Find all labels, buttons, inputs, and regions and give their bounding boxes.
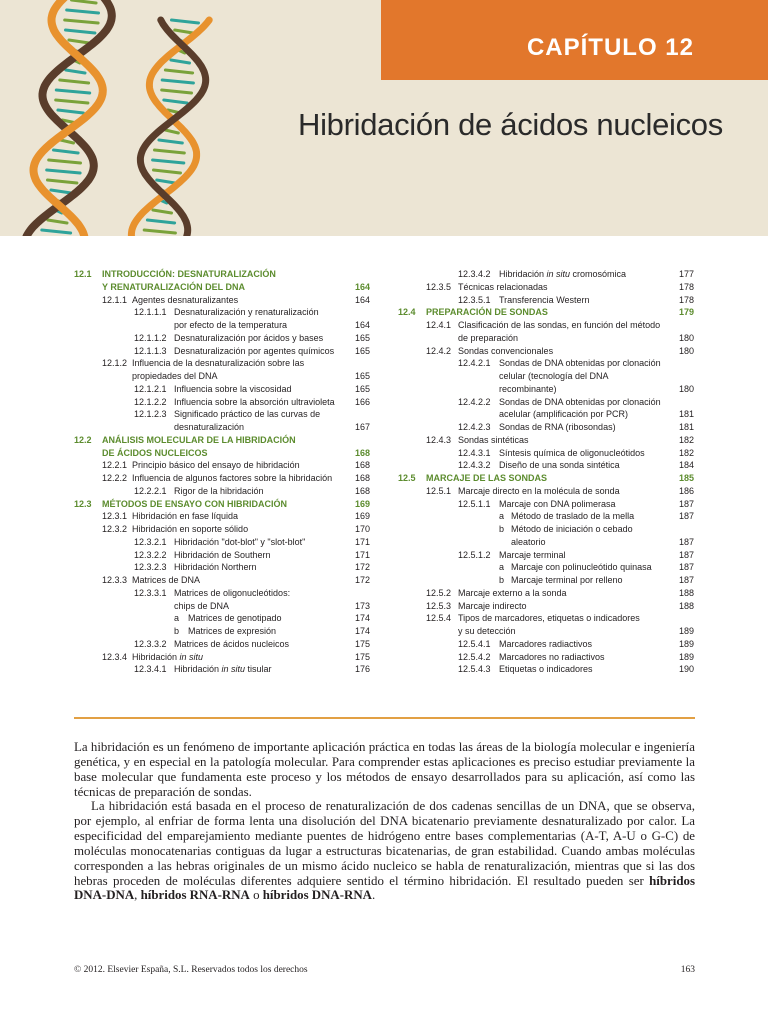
dna-base-pair <box>175 30 193 33</box>
toc-entry-title: MÉTODOS DE ENSAYO CON HIBRIDACIÓN <box>102 498 288 509</box>
table-of-contents-right <box>398 268 694 676</box>
toc-entry-title: Matrices de genotipado <box>188 613 282 624</box>
copyright-notice: © 2012. Elsevier España, S.L. Reservados todos los derechos <box>74 965 308 975</box>
dna-base-pair <box>42 230 71 233</box>
toc-entry-title: Hibridación de Southern <box>174 549 271 560</box>
chapter-banner <box>381 0 768 80</box>
toc-entry-title: Transferencia Western <box>499 294 590 305</box>
toc-entry-title: Hibridación in situ tisular <box>174 664 272 675</box>
toc-entry-page: 171 <box>354 536 370 547</box>
toc-entry[interactable] <box>398 396 694 409</box>
toc-entry-page: 168 <box>354 460 370 471</box>
toc-entry-page: 187 <box>678 498 694 509</box>
chapter-header <box>0 0 768 236</box>
toc-entry-title: Sondas sintéticas <box>458 434 529 445</box>
toc-entry[interactable] <box>74 587 370 600</box>
toc-entry-title: Hibridación Northern <box>174 562 257 573</box>
dna-base-pair <box>65 20 98 23</box>
dna-base-pair <box>159 140 182 143</box>
toc-entry-number: 12.1.1.2 <box>134 332 167 343</box>
dna-base-pair <box>56 90 89 93</box>
toc-entry-page: 170 <box>354 524 370 534</box>
toc-entry[interactable] <box>74 536 370 549</box>
toc-entry-number: 12.3.4.1 <box>134 664 167 675</box>
toc-entry[interactable] <box>398 306 694 319</box>
toc-entry[interactable] <box>74 600 370 613</box>
toc-entry[interactable] <box>74 408 370 421</box>
toc-entry[interactable] <box>74 281 370 294</box>
toc-entry[interactable] <box>398 421 694 434</box>
toc-entry-number: b <box>174 626 180 636</box>
toc-entry-number: 12.5.4.2 <box>458 651 491 662</box>
dna-base-pair <box>162 90 192 93</box>
toc-entry-title: propiedades del DNA <box>132 371 218 381</box>
separator-text: o <box>249 888 263 903</box>
toc-entry-page: 172 <box>354 562 370 573</box>
separator-text: . <box>371 888 376 903</box>
dna-base-pair <box>56 100 88 103</box>
toc-entry-page: 180 <box>678 383 694 394</box>
toc-entry-page: 189 <box>678 638 694 649</box>
toc-entry-title: Desnaturalización y renaturalización <box>174 307 319 318</box>
toc-entry-number: 12.5.4 <box>426 613 452 624</box>
toc-entry-title: por efecto de la temperatura <box>174 320 288 330</box>
intro-paragraph-2 <box>74 799 695 903</box>
toc-entry-title: Influencia de la desnaturalización sobre las <box>132 358 305 369</box>
toc-entry-number: 12.3.3.2 <box>134 638 167 649</box>
toc-entry-number: 12.4.2.3 <box>458 422 491 432</box>
toc-entry-page: 167 <box>354 422 370 432</box>
dna-base-pair <box>171 60 190 63</box>
dna-base-pair <box>164 100 187 103</box>
toc-entry-title: Hibridación en fase líquida <box>132 511 239 522</box>
toc-entry-page: 180 <box>678 332 694 343</box>
dna-base-pair <box>58 110 83 113</box>
toc-entry-page: 164 <box>354 320 370 330</box>
toc-entry[interactable] <box>74 625 370 638</box>
toc-entry-title: Hibridación in situ cromosómica <box>499 269 627 279</box>
toc-entry[interactable] <box>74 485 370 498</box>
toc-entry[interactable] <box>74 357 370 370</box>
toc-entry-number: 12.5.3 <box>426 600 452 611</box>
toc-entry[interactable] <box>74 345 370 358</box>
toc-entry-title: de preparación <box>458 332 519 343</box>
toc-entry-page: 187 <box>678 562 694 573</box>
toc-entry[interactable] <box>74 472 370 485</box>
toc-entry-number: 12.4.3 <box>426 434 452 445</box>
toc-entry-title: Síntesis química de oligonucleótidos <box>499 447 645 458</box>
toc-entry[interactable] <box>398 612 694 625</box>
toc-entry-number: 12.1.1.3 <box>134 345 167 356</box>
paragraph-text: La hibridación está basada en el proceso de renaturalización de dos cadenas sencillas de un DNA, que se observa, por ejemplo, al enfriar de forma lenta una disolución del DNA bicatenario previamente desnaturalizado por calor. La especificidad del emparejamiento mediante puentes de hidrógeno entre bases complementarias (A-T, A-U o G-C) de moléculas monocatenarias contiguas da lugar a estructuras bicatenarias, de gran estabilidad. Cuando ambas moléculas corresponden a las hebras originales de un mismo ácido nucleico se habla de renaturalización, mientras que si las dos hebras proceden de moléculas diferentes adquiere sentido el término hibridación. El resultado pueden ser <box>74 799 695 888</box>
toc-entry-page: 184 <box>678 460 694 471</box>
toc-entry-page: 174 <box>354 613 370 624</box>
toc-entry[interactable] <box>74 498 370 511</box>
toc-entry-number: 12.5.4.3 <box>458 664 491 675</box>
toc-entry[interactable] <box>74 434 370 447</box>
toc-entry[interactable] <box>74 294 370 307</box>
chapter-label: CAPÍTULO 12 <box>526 34 694 61</box>
toc-entry-title: Marcaje indirecto <box>458 600 527 611</box>
toc-entry-title: Marcaje con polinucleótido quinasa <box>511 562 652 573</box>
toc-entry[interactable] <box>398 408 694 421</box>
toc-entry-title: MARCAJE DE LAS SONDAS <box>426 473 548 483</box>
toc-entry-title: Marcaje terminal por relleno <box>511 575 623 585</box>
toc-entry-number: 12.4 <box>398 307 416 318</box>
toc-entry-page: 180 <box>678 345 694 356</box>
dna-base-pair <box>162 80 193 83</box>
toc-entry[interactable] <box>398 447 694 460</box>
toc-entry-page: 172 <box>354 575 370 585</box>
toc-entry-number: a <box>174 613 180 624</box>
toc-entry[interactable] <box>398 549 694 562</box>
bold-term: híbridos DNA-RNA <box>262 888 372 903</box>
toc-entry[interactable] <box>398 600 694 613</box>
toc-entry-number: 12.2.2.1 <box>134 485 167 496</box>
toc-entry[interactable] <box>74 268 370 281</box>
toc-entry-page: 182 <box>678 434 694 445</box>
toc-entry-page: 175 <box>354 638 370 649</box>
dna-base-pair <box>153 160 184 163</box>
toc-entry[interactable] <box>74 306 370 319</box>
page-number: 163 <box>680 965 695 975</box>
toc-entry-page: 175 <box>354 651 370 662</box>
toc-entry[interactable] <box>74 523 370 536</box>
toc-entry[interactable] <box>74 651 370 664</box>
toc-entry-number: 12.3.4.2 <box>458 269 491 279</box>
dna-base-pair <box>49 160 81 163</box>
toc-entry-title: Rigor de la hibridación <box>174 485 264 496</box>
toc-entry-title: celular (tecnología del DNA <box>499 371 609 381</box>
toc-entry-page: 168 <box>354 485 370 496</box>
toc-entry-number: 12.4.2.1 <box>458 358 491 369</box>
separator-text: , <box>134 888 141 903</box>
dna-base-pair <box>144 230 175 233</box>
toc-entry-number: 12.3.3 <box>102 575 128 585</box>
dna-base-pair <box>48 180 77 183</box>
toc-entry-page: 179 <box>678 307 694 318</box>
toc-entry-title: Etiquetas o indicadores <box>499 664 593 675</box>
toc-entry-page: 187 <box>678 536 694 547</box>
toc-entry-title: INTRODUCCIÓN: DESNATURALIZACIÓN <box>102 269 276 279</box>
toc-entry-title: Tipos de marcadores, etiquetas o indicadores <box>458 613 640 624</box>
toc-entry-title: aleatorio <box>511 536 546 547</box>
toc-entry-title: Matrices de ácidos nucleicos <box>174 638 290 649</box>
toc-entry[interactable] <box>74 383 370 396</box>
toc-entry-title: Sondas de DNA obtenidas por clonación <box>499 358 661 369</box>
dna-base-pair <box>153 210 172 213</box>
toc-entry[interactable] <box>398 663 694 676</box>
toc-entry-title: Matrices de oligonucleótidos: <box>174 587 291 598</box>
toc-entry-page: 181 <box>678 422 694 432</box>
toc-entry-number: 12.3.2.3 <box>134 562 167 573</box>
toc-entry-page: 169 <box>354 498 370 509</box>
toc-entry[interactable] <box>74 612 370 625</box>
toc-entry[interactable] <box>398 383 694 396</box>
toc-entry-page: 174 <box>354 626 370 636</box>
toc-entry-title: Significado práctico de las curvas de <box>174 409 321 420</box>
toc-entry-title: Principio básico del ensayo de hibridación <box>132 460 300 471</box>
bold-term: híbridos DNA-DNA <box>74 873 695 903</box>
toc-entry[interactable] <box>398 587 694 600</box>
toc-entry-number: 12.3.2 <box>102 524 128 534</box>
toc-entry-number: 12.3.3.1 <box>134 587 167 598</box>
toc-entry-number: 12.1.1.1 <box>134 307 167 318</box>
toc-entry[interactable] <box>398 574 694 587</box>
toc-entry-title: Marcadores no radiactivos <box>499 651 605 662</box>
toc-entry[interactable] <box>398 357 694 370</box>
toc-entry-page: 168 <box>354 473 370 483</box>
intro-text <box>74 740 695 903</box>
toc-entry-title: Método de iniciación o cebado <box>511 524 633 534</box>
toc-entry-title: Hibridación in situ <box>132 651 204 662</box>
toc-entry[interactable] <box>74 447 370 460</box>
toc-entry-page: 176 <box>354 664 370 675</box>
toc-entry-title: Marcadores radiactivos <box>499 638 593 649</box>
toc-entry-page: 171 <box>354 549 370 560</box>
toc-entry[interactable] <box>398 332 694 345</box>
intro-paragraph-1: La hibridación es un fenómeno de importante aplicación práctica en todas las áreas de la biología molecular e ingeniería genética, y en especial en la patología molecular. Para comprender estas aplicaciones es preciso estudiar previamente la base molecular que fundamenta este proceso y los métodos de ensayo desarrollados para su aplicación, así como las técnicas de preparación de sondas. <box>74 740 695 799</box>
dna-base-pair <box>66 70 85 73</box>
toc-entry[interactable] <box>398 625 694 638</box>
toc-entry-title: chips de DNA <box>174 600 230 611</box>
toc-entry-title: Desnaturalización por ácidos y bases <box>174 332 324 343</box>
toc-entry-title: Técnicas relacionadas <box>458 281 548 292</box>
toc-entry-title: Influencia sobre la viscosidad <box>174 383 292 394</box>
dna-base-pair <box>61 140 74 143</box>
dna-base-pair <box>66 30 95 33</box>
toc-entry-title: Agentes desnaturalizantes <box>132 294 239 305</box>
toc-entry[interactable] <box>398 294 694 307</box>
toc-entry-number: 12.5 <box>398 473 416 483</box>
toc-entry[interactable] <box>74 421 370 434</box>
toc-entry-page: 189 <box>678 626 694 636</box>
toc-entry[interactable] <box>398 498 694 511</box>
toc-entry-title: recombinante) <box>499 383 557 394</box>
toc-entry-number: 12.4.2.2 <box>458 396 491 407</box>
dna-base-pair <box>48 220 67 223</box>
toc-entry-page: 166 <box>354 396 370 407</box>
toc-entry-number: 12.1.2.3 <box>134 409 167 420</box>
toc-entry[interactable] <box>398 510 694 523</box>
dna-base-pair <box>155 150 185 153</box>
toc-entry-page: 165 <box>354 345 370 356</box>
dna-base-pair <box>51 190 71 193</box>
table-of-contents-left <box>74 268 370 676</box>
toc-entry-number: 12.4.3.2 <box>458 460 491 471</box>
toc-entry[interactable] <box>74 459 370 472</box>
toc-entry-number: 12.3.1 <box>102 511 128 522</box>
toc-entry[interactable] <box>398 651 694 664</box>
toc-entry-title: Marcaje directo en la molécula de sonda <box>458 485 620 496</box>
toc-entry-title: Hibridación "dot-blot" y "slot-blot" <box>174 536 306 547</box>
toc-entry-number: 12.5.1.2 <box>458 549 491 560</box>
toc-entry-number: 12.4.3.1 <box>458 447 491 458</box>
toc-entry-number: 12.3.5.1 <box>458 294 491 305</box>
toc-entry-number: 12.1.2 <box>102 358 128 369</box>
toc-entry-title: Sondas de DNA obtenidas por clonación <box>499 396 661 407</box>
toc-entry-page: 187 <box>678 549 694 560</box>
toc-entry-page: 185 <box>678 473 694 483</box>
toc-entry-title: Influencia de algunos factores sobre la hibridación <box>132 473 333 483</box>
toc-entry-number: 12.5.4.1 <box>458 638 491 649</box>
toc-entry-title: Matrices de expresión <box>188 626 277 636</box>
dna-base-pair <box>165 130 178 133</box>
toc-entry-number: b <box>499 524 505 534</box>
toc-entry[interactable] <box>74 561 370 574</box>
toc-entry-title: y su detección <box>458 626 516 636</box>
dna-base-pair <box>60 80 89 83</box>
toc-entry-page: 187 <box>678 511 694 522</box>
toc-entry-title: Hibridación en soporte sólido <box>132 524 249 534</box>
dna-base-pair <box>172 20 199 23</box>
chapter-title: Hibridación de ácidos nucleicos <box>298 107 723 142</box>
dna-base-pair <box>67 10 99 13</box>
toc-entry[interactable] <box>74 332 370 345</box>
toc-entry-title: Marcaje externo a la sonda <box>458 587 567 598</box>
toc-entry[interactable] <box>74 396 370 409</box>
toc-entry-page: 168 <box>354 447 370 458</box>
dna-base-pair <box>157 180 175 183</box>
toc-entry-page: 164 <box>354 281 370 292</box>
toc-entry-number: 12.3.2.2 <box>134 549 167 560</box>
toc-entry[interactable] <box>398 638 694 651</box>
toc-entry[interactable] <box>74 370 370 383</box>
toc-entry-title: Matrices de DNA <box>132 575 201 585</box>
toc-entry-title: Marcaje terminal <box>499 549 566 560</box>
toc-entry[interactable] <box>398 536 694 549</box>
toc-entry[interactable] <box>74 549 370 562</box>
toc-entry[interactable] <box>398 268 694 281</box>
toc-entry-number: 12.5.1.1 <box>458 498 491 509</box>
toc-entry-title: ANÁLISIS MOLECULAR DE LA HIBRIDACIÓN <box>102 434 296 445</box>
toc-entry-number: 12.3.4 <box>102 651 128 662</box>
toc-entry-number: 12.2.1 <box>102 460 128 471</box>
toc-entry-page: 165 <box>354 383 370 394</box>
toc-entry-title: acelular (amplificación por PCR) <box>499 409 629 420</box>
toc-entry-number: 12.1.2.2 <box>134 396 167 407</box>
dna-base-pair <box>47 170 80 173</box>
toc-entry-number: 12.1 <box>74 269 92 279</box>
toc-entry-number: 12.1.2.1 <box>134 383 167 394</box>
toc-entry-page: 190 <box>678 664 694 675</box>
toc-entry-title: Marcaje con DNA polimerasa <box>499 498 616 509</box>
dna-base-pair <box>54 150 79 153</box>
toc-entry-page: 169 <box>354 511 370 522</box>
toc-entry-page: 181 <box>678 409 694 420</box>
toc-entry[interactable] <box>398 434 694 447</box>
dna-strand <box>25 0 112 236</box>
toc-entry[interactable] <box>74 510 370 523</box>
toc-entry-page: 187 <box>678 575 694 585</box>
dna-base-pair <box>69 40 89 43</box>
toc-entry-number: 12.5.1 <box>426 485 452 496</box>
toc-entry-number: 12.2 <box>74 434 92 445</box>
toc-entry[interactable] <box>398 561 694 574</box>
bold-term: híbridos RNA-RNA <box>140 888 250 903</box>
toc-entry[interactable] <box>74 638 370 651</box>
toc-entry-page: 178 <box>678 281 694 292</box>
toc-entry-title: Método de traslado de la mella <box>511 511 635 522</box>
toc-entry[interactable] <box>398 370 694 383</box>
toc-entry-number: a <box>499 511 505 522</box>
dna-base-pair <box>165 70 192 73</box>
toc-entry-number: 12.2.2 <box>102 473 128 483</box>
toc-entry-number: 12.3 <box>74 498 92 509</box>
toc-entry[interactable] <box>74 574 370 587</box>
toc-entry-number: 12.3.5 <box>426 281 452 292</box>
toc-entry-number: b <box>499 575 505 585</box>
toc-entry-page: 178 <box>678 294 694 305</box>
toc-entry-title: Sondas de RNA (ribosondas) <box>499 422 616 432</box>
toc-entry-number: 12.3.2.1 <box>134 536 167 547</box>
toc-entry-page: 173 <box>354 600 370 611</box>
toc-entry[interactable] <box>398 281 694 294</box>
toc-entry[interactable] <box>398 523 694 536</box>
toc-entry-number: a <box>499 562 505 573</box>
toc-entry-title: PREPARACIÓN DE SONDAS <box>426 307 548 318</box>
toc-entry-number: 12.1.1 <box>102 294 128 305</box>
toc-entry-page: 188 <box>678 587 694 598</box>
toc-entry-number: 12.4.2 <box>426 345 452 356</box>
toc-entry-title: Y RENATURALIZACIÓN DEL DNA <box>102 281 246 292</box>
toc-entry-title: Diseño de una sonda sintética <box>499 460 620 471</box>
toc-entry[interactable] <box>398 345 694 358</box>
toc-entry-page: 188 <box>678 600 694 611</box>
toc-entry-number: 12.5.2 <box>426 587 452 598</box>
toc-entry-page: 165 <box>354 371 370 381</box>
dna-base-pair <box>72 0 97 3</box>
toc-entry-page: 164 <box>354 294 370 305</box>
toc-entry-page: 189 <box>678 651 694 662</box>
toc-entry-title: DE ÁCIDOS NUCLEICOS <box>102 447 208 458</box>
toc-entry-page: 186 <box>678 485 694 496</box>
toc-entry-title: Clasificación de las sondas, en función del método <box>458 320 661 330</box>
toc-entry[interactable] <box>74 663 370 676</box>
toc-entry-page: 165 <box>354 332 370 343</box>
toc-entry[interactable] <box>74 319 370 332</box>
toc-entry[interactable] <box>398 459 694 472</box>
toc-entry-title: desnaturalización <box>174 422 245 432</box>
toc-entry-page: 177 <box>678 269 694 279</box>
dna-base-pair <box>147 220 174 223</box>
dna-base-pair <box>154 170 181 173</box>
toc-entry-page: 182 <box>678 447 694 458</box>
dna-helix-illustration <box>0 0 260 236</box>
section-divider <box>74 717 695 719</box>
toc-entry[interactable] <box>398 319 694 332</box>
toc-entry-title: Influencia sobre la absorción ultravioleta <box>174 396 335 407</box>
toc-entry-title: Desnaturalización por agentes químicos <box>174 345 335 356</box>
toc-entry[interactable] <box>398 485 694 498</box>
toc-entry-number: 12.4.1 <box>426 320 452 330</box>
toc-entry-title: Sondas convencionales <box>458 345 554 356</box>
toc-entry[interactable] <box>398 472 694 485</box>
